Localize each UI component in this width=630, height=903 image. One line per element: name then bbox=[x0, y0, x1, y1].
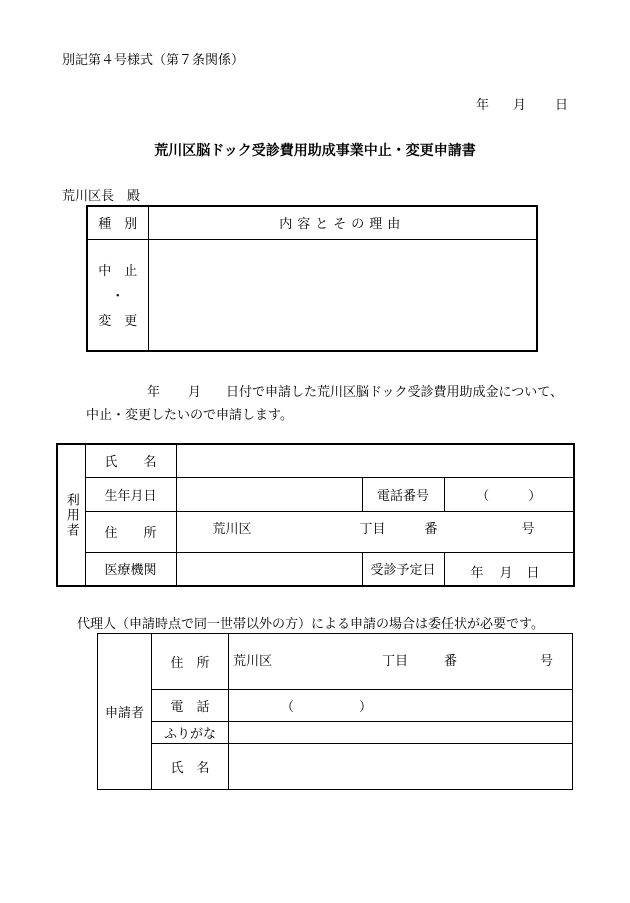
reason-table bbox=[86, 205, 538, 352]
applicant-table bbox=[97, 633, 573, 790]
name-input[interactable] bbox=[176, 444, 574, 477]
document-title: 荒川区脳ドック受診費用助成事業中止・変更申請書 bbox=[154, 143, 476, 159]
applicant-address-label: 住 所 bbox=[152, 634, 229, 690]
statement-line2: 中止・変更したいので申請します。 bbox=[86, 408, 293, 423]
birthdate-label: 生年月日 bbox=[85, 477, 176, 511]
col-header-type: 種 別 bbox=[87, 206, 148, 239]
statement-line1: 日付で申請した荒川区脳ドック受診費用助成金について、 bbox=[226, 385, 563, 400]
user-group-label: 利用者 bbox=[57, 444, 85, 586]
form-number: 別記第４号様式（第７条関係） bbox=[62, 53, 245, 68]
user-table bbox=[56, 443, 575, 587]
type-cell bbox=[87, 239, 148, 351]
applicant-phone-input[interactable]: （ ） bbox=[229, 690, 573, 722]
applicant-name-input[interactable] bbox=[229, 744, 573, 790]
applicant-phone-label: 電 話 bbox=[152, 690, 229, 722]
date-month-label: 月 bbox=[513, 98, 527, 113]
clinic-input[interactable] bbox=[176, 552, 362, 586]
phone-label: 電話番号 bbox=[362, 477, 444, 511]
date-year-label: 年 bbox=[476, 98, 490, 113]
visit-month: 月 bbox=[499, 565, 513, 581]
visit-day: 日 bbox=[526, 565, 540, 581]
address-label: 住 所 bbox=[85, 511, 176, 552]
visit-date-input[interactable] bbox=[444, 552, 574, 586]
visit-year: 年 bbox=[470, 565, 484, 581]
addressee: 荒川区長 殿 bbox=[62, 189, 141, 204]
visit-date-label: 受診予定日 bbox=[362, 552, 444, 586]
reason-input-area[interactable] bbox=[148, 239, 537, 351]
type-separator: ・ bbox=[111, 289, 125, 305]
birthdate-input[interactable] bbox=[176, 477, 362, 511]
name-label: 氏 名 bbox=[85, 444, 176, 477]
date-day-label: 日 bbox=[555, 98, 569, 113]
address-input[interactable] bbox=[176, 511, 574, 552]
address-chome: 丁目 bbox=[359, 521, 386, 537]
address-ward: 荒川区 bbox=[212, 521, 252, 537]
address-go: 号 bbox=[521, 521, 535, 537]
statement-year: 年 bbox=[147, 385, 161, 400]
phone-input[interactable]: （ ） bbox=[444, 477, 574, 511]
applicant-address-go: 号 bbox=[540, 654, 554, 669]
applicant-address-ward: 荒川区 bbox=[233, 654, 273, 669]
clinic-label: 医療機関 bbox=[85, 552, 176, 586]
applicant-name-label: 氏 名 bbox=[152, 744, 229, 790]
type-stop: 中 止 bbox=[98, 264, 138, 280]
col-header-reason: 内容とその理由 bbox=[148, 206, 537, 239]
address-ban: 番 bbox=[424, 521, 438, 537]
applicant-furigana-input[interactable] bbox=[229, 722, 573, 744]
type-change: 変 更 bbox=[98, 314, 138, 330]
applicant-furigana-label: ふりがな bbox=[152, 722, 229, 744]
applicant-group-label: 申請者 bbox=[98, 634, 152, 790]
applicant-address-chome: 丁目 bbox=[382, 654, 409, 669]
applicant-address-ban: 番 bbox=[444, 654, 458, 669]
statement-month: 月 bbox=[188, 385, 202, 400]
applicant-address-input[interactable] bbox=[229, 634, 573, 690]
proxy-note: 代理人（申請時点で同一世帯以外の方）による申請の場合は委任状が必要です。 bbox=[77, 617, 544, 632]
